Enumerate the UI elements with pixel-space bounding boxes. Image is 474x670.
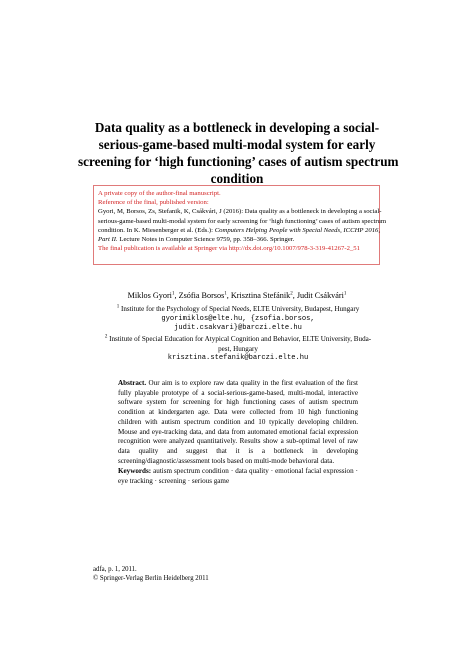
notice-line: A private copy of the author-final manuscript.	[98, 190, 221, 197]
affiliation-text: Institute for the Psychology of Special Needs, ELTE University, Budapest, Hungary	[119, 305, 360, 313]
affiliation-mark: 1	[116, 304, 120, 310]
title-line: screening for ‘high functioning’ cases of autism spectrum	[78, 154, 399, 169]
affiliation-email[interactable]: gyorimiklos@elte.hu, {zsofia.borsos,	[161, 314, 315, 323]
notice-line	[98, 226, 381, 235]
affiliation-mark: 2	[104, 334, 108, 340]
title-line: Data quality as a bottleneck in developing a social-	[94, 120, 380, 135]
keywords-label: Keywords:	[118, 467, 152, 475]
footer-line: © Springer-Verlag Berlin Heidelberg 2011	[93, 574, 209, 582]
notice-italic-text: Computers Helping People with Special Needs, ICCHP 2016,	[214, 226, 381, 234]
notice-line: Gyori, M, Borsos, Zs, Stefanik, K, Csákvári, J (2016): Data quality as a bottleneck in developing a social-	[98, 208, 382, 216]
affiliation-text: Institute of Special Education for Atypical Cognition and Behavior, ELTE University, Buda-	[107, 335, 372, 343]
author-affil-mark: 1	[171, 291, 175, 297]
notice-line: Reference of the final, published version:	[98, 199, 209, 207]
author-name: Zsófia Borsos	[178, 291, 225, 300]
author-manuscript-notice	[93, 185, 387, 265]
keywords	[118, 467, 358, 486]
abstract-label: Abstract.	[118, 379, 147, 387]
page-footer	[93, 566, 293, 583]
affiliation-line	[93, 335, 383, 345]
affiliation-email[interactable]: krisztina.stefanik@barczi.elte.hu	[167, 354, 309, 363]
title-line: serious-game-based multi-modal system for early	[98, 137, 376, 152]
keywords-text: autism spectrum condition · data quality · emotional facial expression · eye tracking · screening · serious game	[118, 467, 358, 485]
notice-text: condition. In K. Miesenberger et al. (Eds.):	[98, 226, 215, 234]
author-list: Miklos Gyori$^1$, Zsófia Borsos$^1$, Krisztina Stefánik$^2$, Judit Csákvári$^1$	[127, 291, 347, 300]
affiliation-1	[93, 305, 383, 334]
notice-italic-text: Part II.	[98, 236, 118, 244]
author-name: Miklos Gyori	[127, 291, 172, 300]
notice-doi-link[interactable]: The final publication is available at Springer via http://dx.doi.org/10.1007/978-3-319-41267-2_51	[98, 245, 360, 253]
footer-line: adfa, p. 1, 2011.	[93, 566, 137, 573]
title-line: condition	[210, 171, 264, 186]
abstract	[118, 379, 358, 466]
author-name: Krisztina Stefánik	[230, 291, 291, 300]
abstract-text: Our aim is to explore raw data quality in the first evaluation of the first fully playable prototype of a social-serious-game-based, multi-modal, interactive software system for screening for high functioning cases of autism spectrum condition at kindergarten age. Data were collected from 10 high functioning children with autism spectrum condition and 10 typically developing children. Mouse and eye-tracking data, and data from automated emotional facial expression recognition were analyzed quantitatively. Results show a sub-optimal level of raw data quality and suggest that it is a bottleneck in developing screening/diagnostic/assessment tools based on multi-mode behavioral data.	[118, 379, 358, 465]
author-name: Judit Csákvári	[296, 291, 344, 300]
author-affil-mark: 1	[224, 291, 227, 297]
affiliation-email[interactable]: judit.csakvari}@barczi.elte.hu	[174, 324, 302, 333]
paper-title	[78, 119, 399, 187]
author-affil-mark: 1	[343, 291, 347, 297]
affiliation-2	[93, 335, 383, 364]
notice-text: Lecture Notes in Computer Science 9759, pp. 358–366. Springer.	[117, 236, 295, 244]
notice-line: serious-game-based multi-modal system for early screening for ‘high functioning’ cases of autism spectrum	[98, 217, 387, 225]
author-affil-mark: 2	[290, 291, 293, 297]
notice-line	[98, 235, 375, 244]
affiliation-line	[93, 305, 383, 315]
affiliation-line: pest, Hungary	[218, 344, 258, 353]
